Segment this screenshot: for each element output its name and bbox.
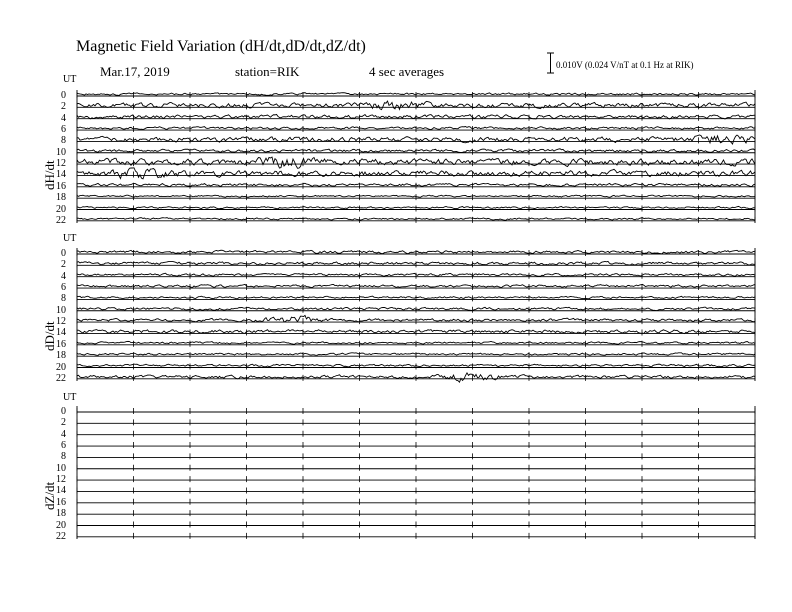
hour-tick-label: 2: [61, 259, 66, 271]
hour-tick-label: 10: [56, 146, 66, 158]
hour-tick-label: 12: [56, 316, 66, 328]
hour-tick-label: 22: [56, 214, 66, 226]
chart-title: Magnetic Field Variation (dH/dt,dD/dt,dZ/dt): [76, 38, 366, 55]
hour-tick-label: 8: [61, 451, 66, 463]
hour-tick-label: 0: [61, 248, 66, 259]
hour-tick-label: 0: [61, 406, 66, 417]
hour-tick-label: 14: [56, 485, 66, 497]
hour-tick-label: 14: [56, 327, 66, 339]
hour-tick-label: 6: [61, 440, 66, 452]
hour-tick-label: 8: [61, 293, 66, 305]
date-label: Mar.17, 2019: [100, 64, 170, 79]
ut-axis-label: UT: [63, 74, 77, 85]
ut-axis-label: UT: [63, 233, 77, 244]
hour-tick-label: 10: [56, 304, 66, 316]
hour-tick-label: 16: [56, 496, 66, 508]
hour-tick-label: 18: [56, 508, 66, 520]
hour-tick-label: 20: [56, 519, 66, 531]
hour-tick-label: 12: [56, 474, 66, 486]
hour-tick-label: 20: [56, 203, 66, 215]
scale-label: 0.010V (0.024 V/nT at 0.1 Hz at RIK): [556, 60, 694, 70]
hour-tick-label: 14: [56, 169, 66, 181]
hour-tick-label: 18: [56, 350, 66, 362]
hour-tick-label: 2: [61, 417, 66, 429]
component-label: dD/dt: [42, 321, 57, 351]
hour-tick-label: 20: [56, 361, 66, 373]
hour-tick-label: 16: [56, 338, 66, 350]
ut-axis-label: UT: [63, 392, 77, 403]
hour-tick-label: 16: [56, 180, 66, 192]
component-label: dZ/dt: [42, 481, 57, 510]
hour-tick-label: 6: [61, 124, 66, 136]
hour-tick-label: 12: [56, 158, 66, 170]
hour-tick-label: 4: [61, 270, 66, 282]
station-label: station=RIK: [235, 64, 300, 79]
hour-tick-label: 18: [56, 192, 66, 204]
hour-tick-label: 22: [56, 530, 66, 542]
hour-tick-label: 22: [56, 372, 66, 384]
hour-tick-label: 10: [56, 462, 66, 474]
hour-tick-label: 6: [61, 282, 66, 294]
hour-tick-label: 4: [61, 428, 66, 440]
component-label: dH/dt: [42, 160, 57, 190]
hour-tick-label: 8: [61, 135, 66, 147]
averaging-label: 4 sec averages: [369, 64, 445, 79]
hour-tick-label: 4: [61, 112, 66, 124]
hour-tick-label: 2: [61, 101, 66, 113]
hour-tick-label: 0: [61, 90, 66, 101]
